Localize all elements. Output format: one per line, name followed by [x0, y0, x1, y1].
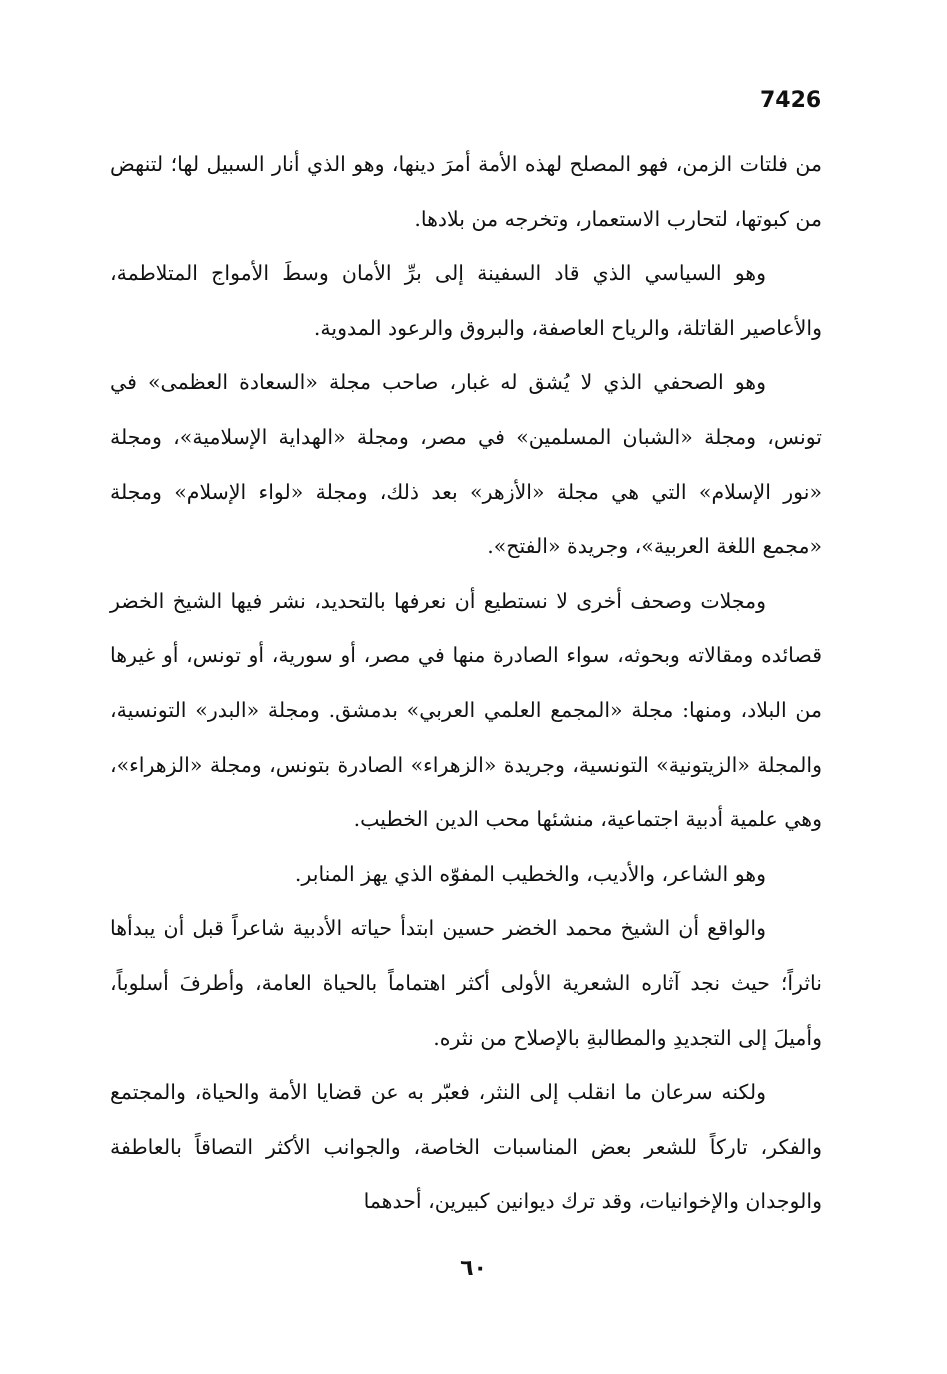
paragraph-5: وهو الشاعر، والأديب، والخطيب المفوّه الذي يهز المنابر.	[294, 861, 766, 886]
paragraph-2: وهو السياسي الذي قاد السفينة إلى برِّ الأمان وسطَ الأمواج المتلاطمة، والأعاصير القاتلة، والرياح العاصفة، والبروق والرعود المدوية.	[110, 261, 822, 340]
paragraph-3: وهو الصحفي الذي لا يُشق له غبار، صاحب مجلة «السعادة العظمى» في تونس، ومجلة «الشبان المسلمين» في مصر، ومجلة «الهداية الإسلامية»، ومجلة «نور الإسلام» التي هي مجلة «الأزهر» بعد ذلك، ومجلة «لواء الإسلام» ومجلة «مجمع اللغة العربية»، وجريدة «الفتح».	[110, 370, 822, 559]
body-text	[110, 137, 822, 1229]
page-number: ٦٠	[460, 1256, 487, 1281]
page-code: 7426	[760, 88, 822, 113]
paragraph-6: والواقع أن الشيخ محمد الخضر حسين ابتدأ حياته الأدبية شاعراً قبل أن يبدأها ناثراً؛ حيث نجد آثاره الشعرية الأولى أكثر اهتماماً بالحياة العامة، وأطرفَ أسلوباً، وأميلَ إلى التجديدِ والمطالبةِ بالإصلاح من نثره.	[110, 916, 822, 1050]
paragraph-7: ولكنه سرعان ما انقلب إلى النثر، فعبّر به عن قضايا الأمة والحياة، والمجتمع والفكر، تاركاً للشعر بعض المناسبات الخاصة، والجوانب الأكثر التصاقاً بالعاطفة والوجدان والإخوانيات، وقد ترك ديوانين كبيرين، أحدهما	[110, 1080, 822, 1214]
paragraph-1: من فلتات الزمن، فهو المصلح لهذه الأمة أمرَ دينها، وهو الذي أنار السبيل لها؛ لتنهض من كبوتها، لتحارب الاستعمار، وتخرجه من بلادها.	[110, 152, 822, 231]
paragraph-4: ومجلات وصحف أخرى لا نستطيع أن نعرفها بالتحديد، نشر فيها الشيخ الخضر قصائده ومقالاته وبحوثه، سواء الصادرة منها في مصر، أو سورية، أو تونس، أو غيرها من البلاد، ومنها: مجلة «المجمع العلمي العربي» بدمشق. ومجلة «البدر» التونسية، والمجلة «الزيتونية» التونسية، وجريدة «الزهراء» الصادرة بتونس، ومجلة «الزهراء»، وهي علمية أدبية اجتماعية، منشئها محب الدين الخطيب.	[110, 588, 822, 832]
